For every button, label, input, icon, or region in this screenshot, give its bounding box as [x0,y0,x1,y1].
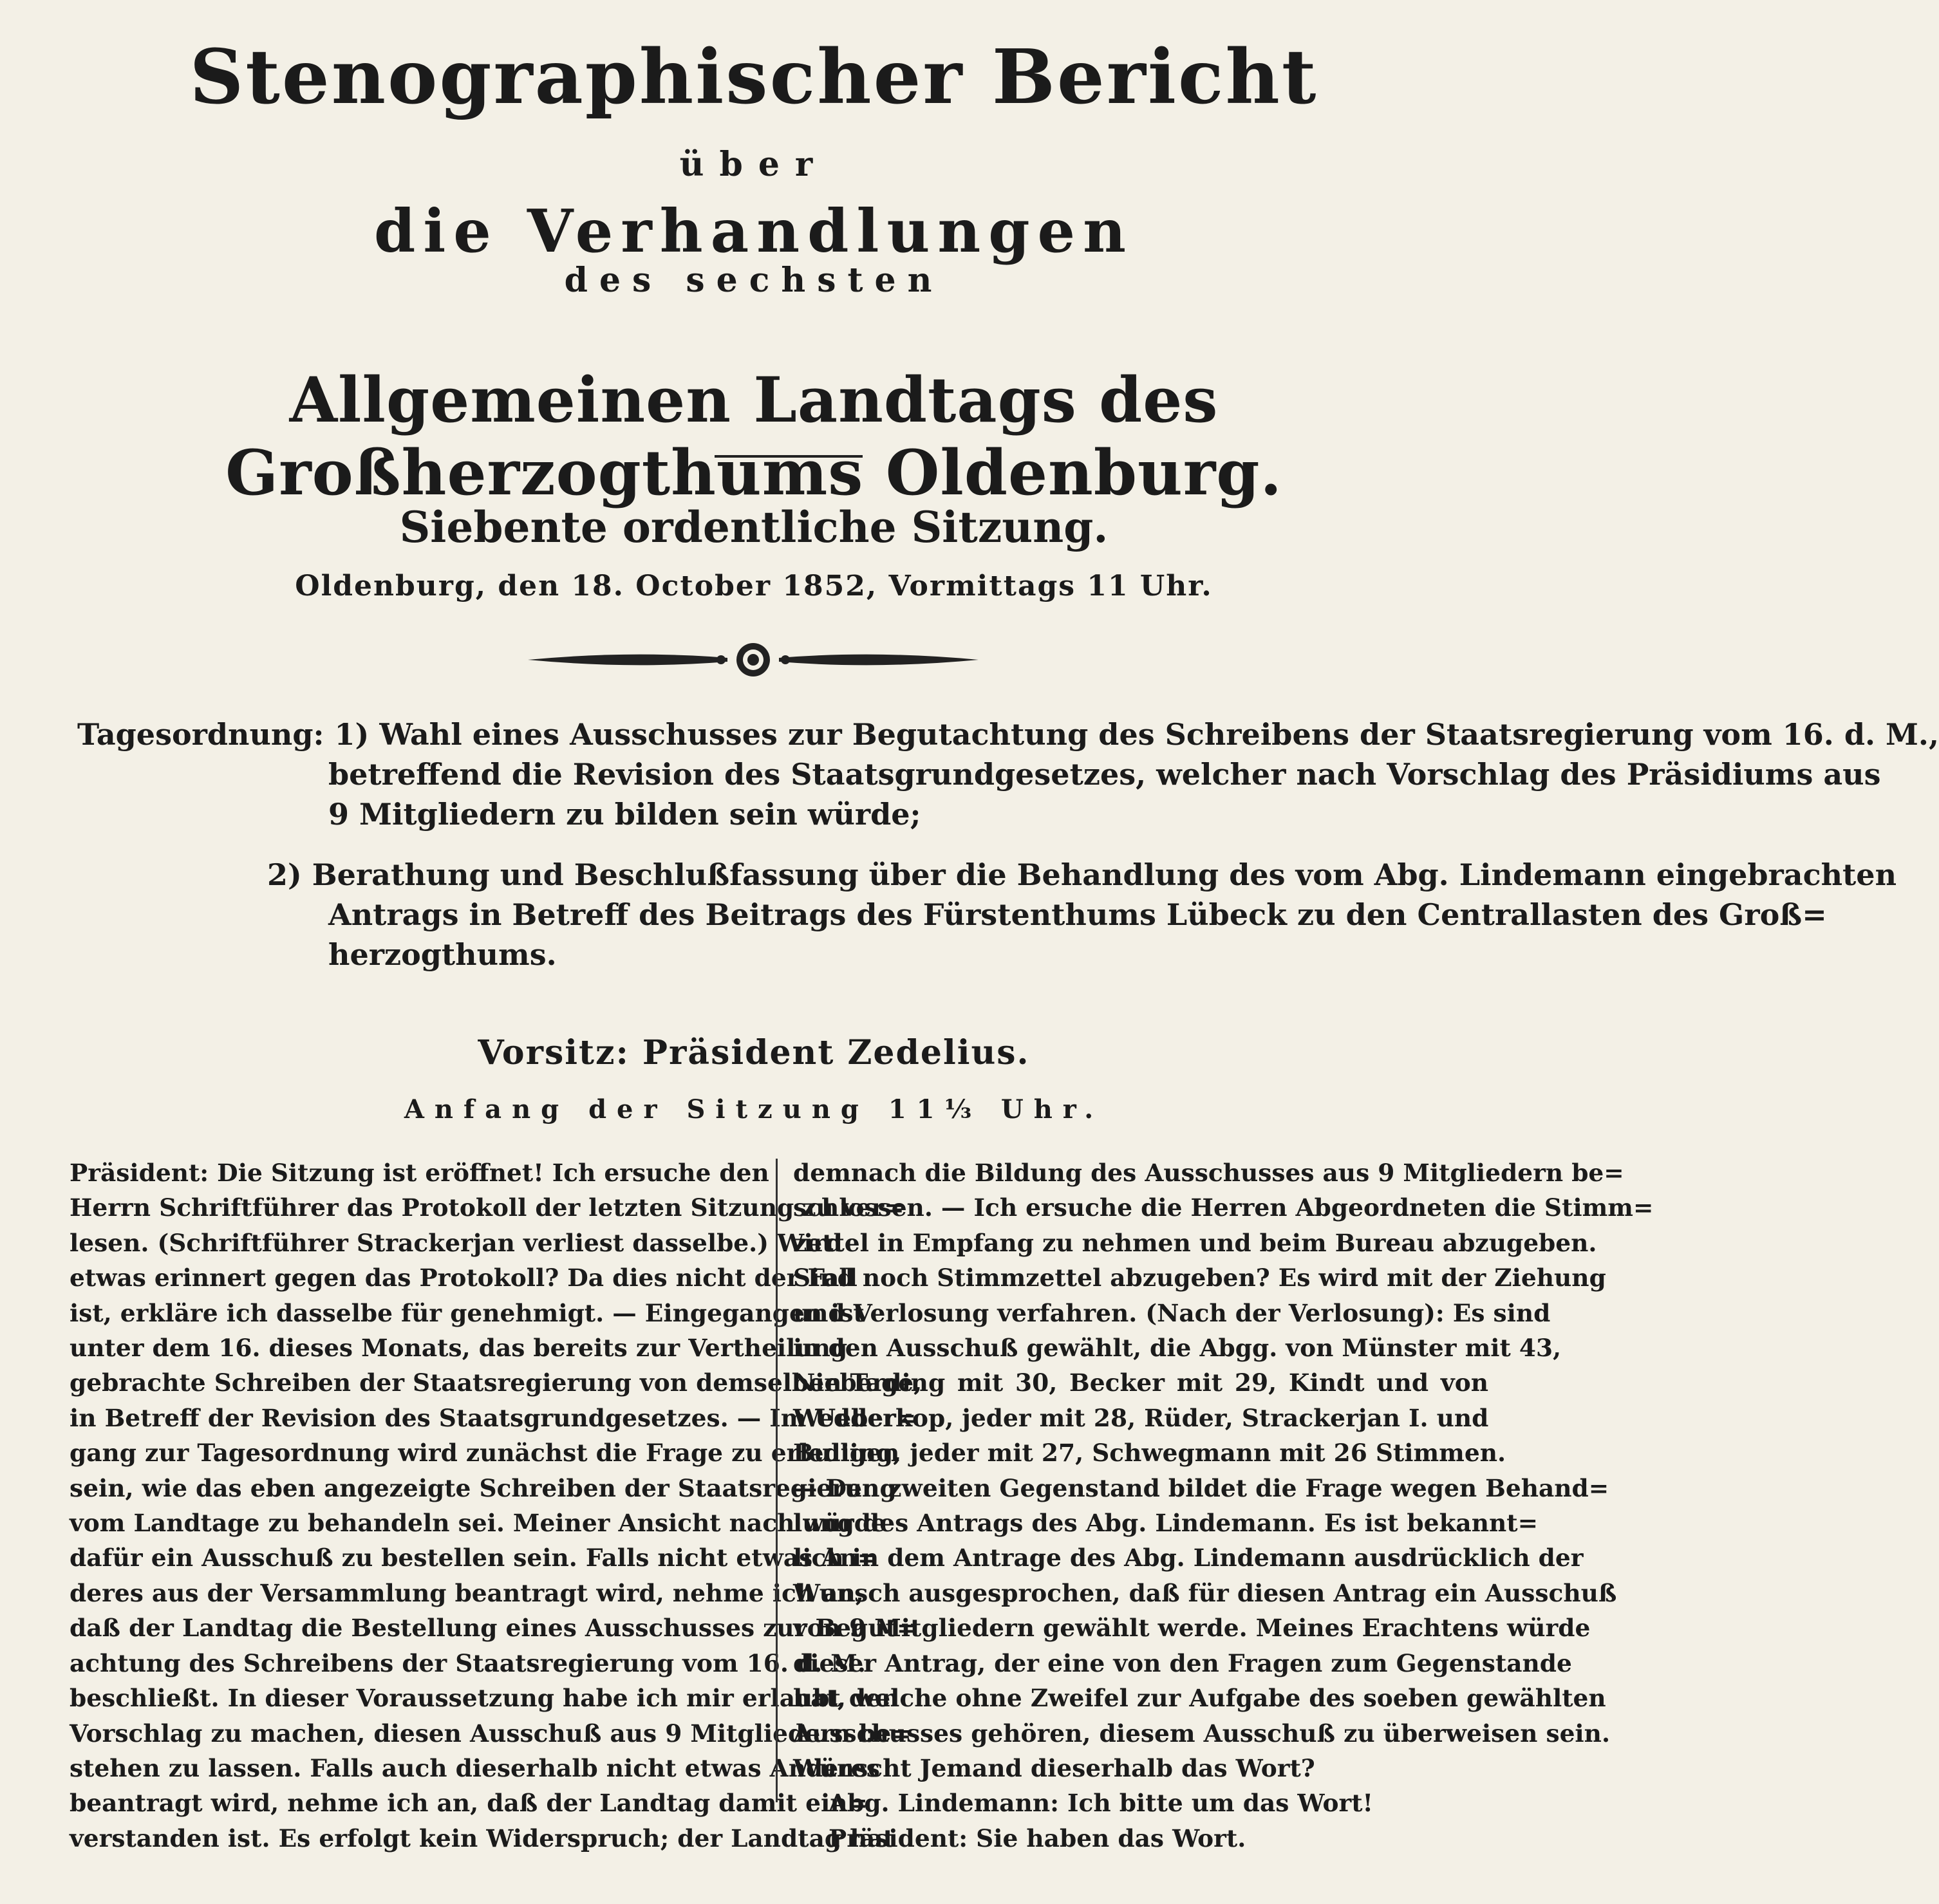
session-start-line: Anfang der Sitzung 11⅓ Uhr. [404,1094,1104,1125]
text-line: gang zur Tagesordnung wird zunächst die Frage zu erledigen [70,1439,900,1468]
heading-divider [715,455,863,458]
text-line: dieser Antrag, der eine von den Fragen zum Gegenstande [793,1648,1572,1677]
text-line: Wedderkop, jeder mit 28, Rüder, Strackerjan I. und [793,1403,1489,1432]
left-column [70,1155,923,1856]
right-column [793,1155,1654,1856]
text-line: stehen zu lassen. Falls auch dieserhalb nicht etwas Anderes [70,1753,880,1782]
agenda-item-1 [77,714,1939,834]
text-line: und Verlosung verfahren. (Nach der Verlosung): Es sind [793,1298,1551,1327]
chair-line: Vorsitz: Präsident Zedelius. [478,1033,1030,1072]
agenda-line: Tagesordnung: 1) Wahl eines Ausschusses zur Begutachtung des Schreibens der Staatsregierung vom 16. d. M., [77,717,1939,752]
agenda-line: herzogthums. [328,937,557,972]
text-line: Bulling, jeder mit 27, Schwegmann mit 26 Stimmen. [793,1439,1506,1468]
text-line: Wünscht Jemand dieserhalb das Wort? [793,1753,1315,1782]
text-line: beschließt. In dieser Voraussetzung habe ich mir erlaubt den [70,1684,899,1713]
text-line: demnach die Bildung des Ausschusses aus 9 Mitgliedern be= [793,1159,1624,1187]
text-line: lesen. (Schriftführer Strackerjan verliest dasselbe.) Wird [70,1228,843,1257]
text-line: unter dem 16. dieses Monats, das bereits zur Vertheilung [70,1334,848,1363]
text-line: Präsident: Sie haben das Wort. [829,1824,1246,1853]
text-line: Wunsch ausgesprochen, daß für diesen Antrag ein Ausschuß [793,1578,1617,1607]
subtitle-verhandlungen: die Verhandlungen [374,196,1134,266]
text-line: achtung des Schreibens der Staatsregierung vom 16. d. M. [70,1648,866,1677]
text-line: in den Ausschuß gewählt, die Abgg. von Münster mit 43, [793,1334,1562,1363]
subtitle-ueber: über [679,145,829,184]
text-line: verstanden ist. Es erfolgt kein Widerspruch; der Landtag hat [70,1824,895,1853]
subtitle-des-sechsten: des sechsten [564,261,944,300]
text-line: Ausschusses gehören, diesem Ausschuß zu überweisen sein. [793,1719,1610,1748]
dateline: Oldenburg, den 18. October 1852, Vormittags 11 Uhr. [295,570,1213,602]
text-line: in Betreff der Revision des Staatsgrundgesetzes. — Im Ueber= [70,1403,917,1432]
agenda-line: 9 Mitgliedern zu bilden sein würde; [328,797,921,832]
session-heading: Siebente ordentliche Sitzung. [399,502,1109,552]
text-line: zettel in Empfang zu nehmen und beim Bureau abzugeben. [793,1228,1597,1257]
text-line: Präsident: Die Sitzung ist eröffnet! Ich ersuche den [70,1159,769,1187]
text-line: Vorschlag zu machen, diesen Ausschuß aus 9 Mitgliedern be= [70,1719,912,1748]
text-line: gebrachte Schreiben der Staatsregierung von demselben Tage, [70,1368,923,1397]
text-line: vom Landtage zu behandeln sei. Meiner Ansicht nach würde [70,1509,886,1538]
agenda-item-2 [77,855,1897,975]
text-line: lich in dem Antrage des Abg. Lindemann ausdrücklich der [793,1544,1584,1573]
text-line: beantragt wird, nehme ich an, daß der Landtag damit ein= [70,1789,868,1818]
ornament-divider [521,637,985,682]
text-line: daß der Landtag die Bestellung eines Ausschusses zur Begut= [70,1614,917,1643]
landtag-heading: Allgemeinen Landtags des Großherzogthums Oldenburg. [225,364,1282,509]
column-divider [776,1159,778,1802]
text-line: Sind noch Stimmzettel abzugeben? Es wird mit der Ziehung [793,1264,1606,1293]
text-line: schlossen. — Ich ersuche die Herren Abgeordneten die Stimm= [793,1193,1654,1222]
agenda-line: betreffend die Revision des Staatsgrundgesetzes, welcher nach Vorschlag des Präsidiums aus [328,757,1881,792]
text-line: deres aus der Versammlung beantragt wird, nehme ich an, [70,1578,864,1607]
text-line: von 9 Mitgliedern gewählt werde. Meines Erachtens würde [793,1614,1591,1643]
text-line: hat, welche ohne Zweifel zur Aufgabe des soeben gewählten [793,1684,1606,1713]
text-line: lung des Antrags des Abg. Lindemann. Es ist bekannt= [793,1509,1539,1538]
text-line: etwas erinnert gegen das Protokoll? Da dies nicht der Fall [70,1264,857,1293]
agenda-line: 2) Berathung und Beschlußfassung über die Behandlung des vom Abg. Lindemann eingebrachten [267,857,1897,892]
text-line: Nieberding mit 30, Becker mit 29, Kindt und von [793,1368,1488,1397]
text-line: dafür ein Ausschuß zu bestellen sein. Falls nicht etwas An= [70,1544,878,1573]
document-title: Stenographischer Bericht [189,33,1318,121]
text-line: — Den zweiten Gegenstand bildet die Frage wegen Behand= [793,1473,1609,1502]
text-line: sein, wie das eben angezeigte Schreiben der Staatsregierung [70,1473,897,1502]
text-line: ist, erkläre ich dasselbe für genehmigt. — Eingegangen ist [70,1298,865,1327]
text-line: Abg. Lindemann: Ich bitte um das Wort! [829,1789,1374,1818]
agenda-line: Antrags in Betreff des Beitrags des Fürstenthums Lübeck zu den Centrallasten des Groß= [328,897,1827,932]
text-line: Herrn Schriftführer das Protokoll der letzten Sitzung zu ver= [70,1193,904,1222]
